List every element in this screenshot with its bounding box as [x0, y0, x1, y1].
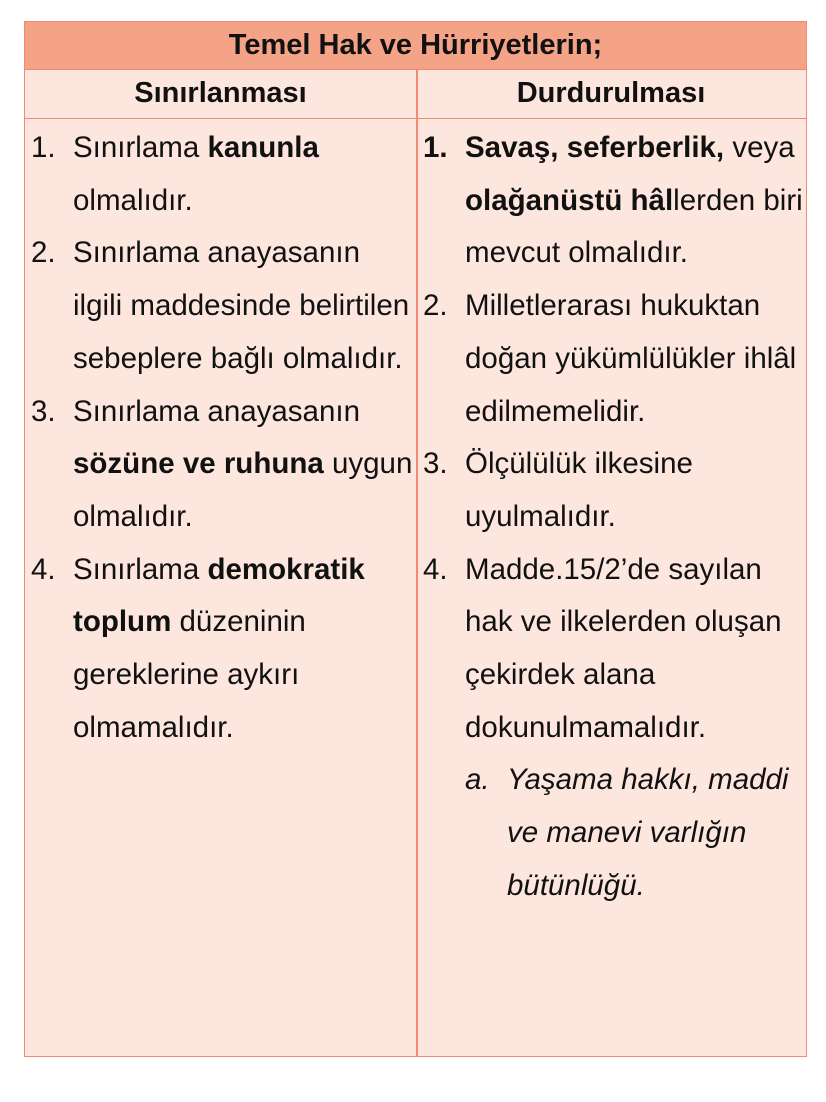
left-item-3 — [31, 386, 414, 544]
item-bold-text: demokratik toplum — [73, 552, 365, 639]
item-text: Madde.15/2’de sayılan hak ve ilkelerden oluşan çekirdek alana dokunulmamalıdır. — [465, 552, 782, 744]
sub-item-a — [423, 754, 803, 912]
right-item-3 — [423, 438, 803, 543]
sub-item-label: a. — [465, 763, 490, 797]
header-durdurulmasi: Durdurulması — [516, 77, 706, 109]
sub-item-text: Yaşama hakkı, maddi ve manevi varlığın bütünlüğü. — [507, 763, 789, 902]
left-item-4 — [31, 544, 414, 755]
item-text: Sınırlama — [73, 131, 208, 164]
item-bold-text: olağanüstü hâl — [465, 183, 674, 217]
left-item-1 — [31, 122, 414, 227]
item-text: Sınırlama anayasanın — [73, 394, 360, 428]
item-number: 4. — [423, 552, 448, 586]
table-title: Temel Hak ve Hürriyetlerin; — [25, 22, 806, 70]
right-item-1 — [423, 122, 803, 280]
item-text: Sınırlama anayasanın ilgili maddesinde belirtilen sebeplere bağlı olmalıdır. — [73, 236, 410, 375]
item-number: 1. — [31, 131, 56, 164]
right-item-4 — [423, 544, 803, 755]
item-text: düzeninin gereklerine aykırı olmamalıdır. — [73, 605, 306, 744]
item-number: 1. — [423, 131, 448, 164]
header-sinirlanmasi: Sınırlanması — [134, 77, 307, 109]
left-column — [31, 122, 414, 754]
item-text: lerden biri mevcut olmalıdır. — [465, 183, 803, 270]
item-bold-text: kanunla — [207, 131, 319, 164]
column-divider — [416, 69, 418, 1056]
item-number: 3. — [31, 394, 56, 428]
item-text: olmalıdır. — [73, 183, 193, 217]
rights-table — [24, 21, 807, 1057]
item-text: veya — [724, 131, 795, 164]
right-item-2 — [423, 280, 803, 438]
item-number: 2. — [31, 236, 56, 270]
item-number: 2. — [423, 289, 448, 323]
item-bold-text: sözüne ve ruhuna — [73, 447, 324, 481]
right-column — [423, 122, 803, 913]
item-text: uygun olmalıdır. — [73, 447, 413, 533]
item-text: Milletlerarası hukuktan doğan yükümlülükler ihlâl edilmemelidir. — [465, 289, 797, 428]
item-text: Ölçülülük ilkesine uyulmalıdır. — [465, 447, 693, 533]
left-item-2 — [31, 227, 414, 385]
item-text: Sınırlama — [73, 552, 208, 586]
item-bold-text: Savaş, seferberlik, — [465, 131, 725, 164]
item-number: 4. — [31, 552, 56, 586]
item-number: 3. — [423, 447, 448, 481]
